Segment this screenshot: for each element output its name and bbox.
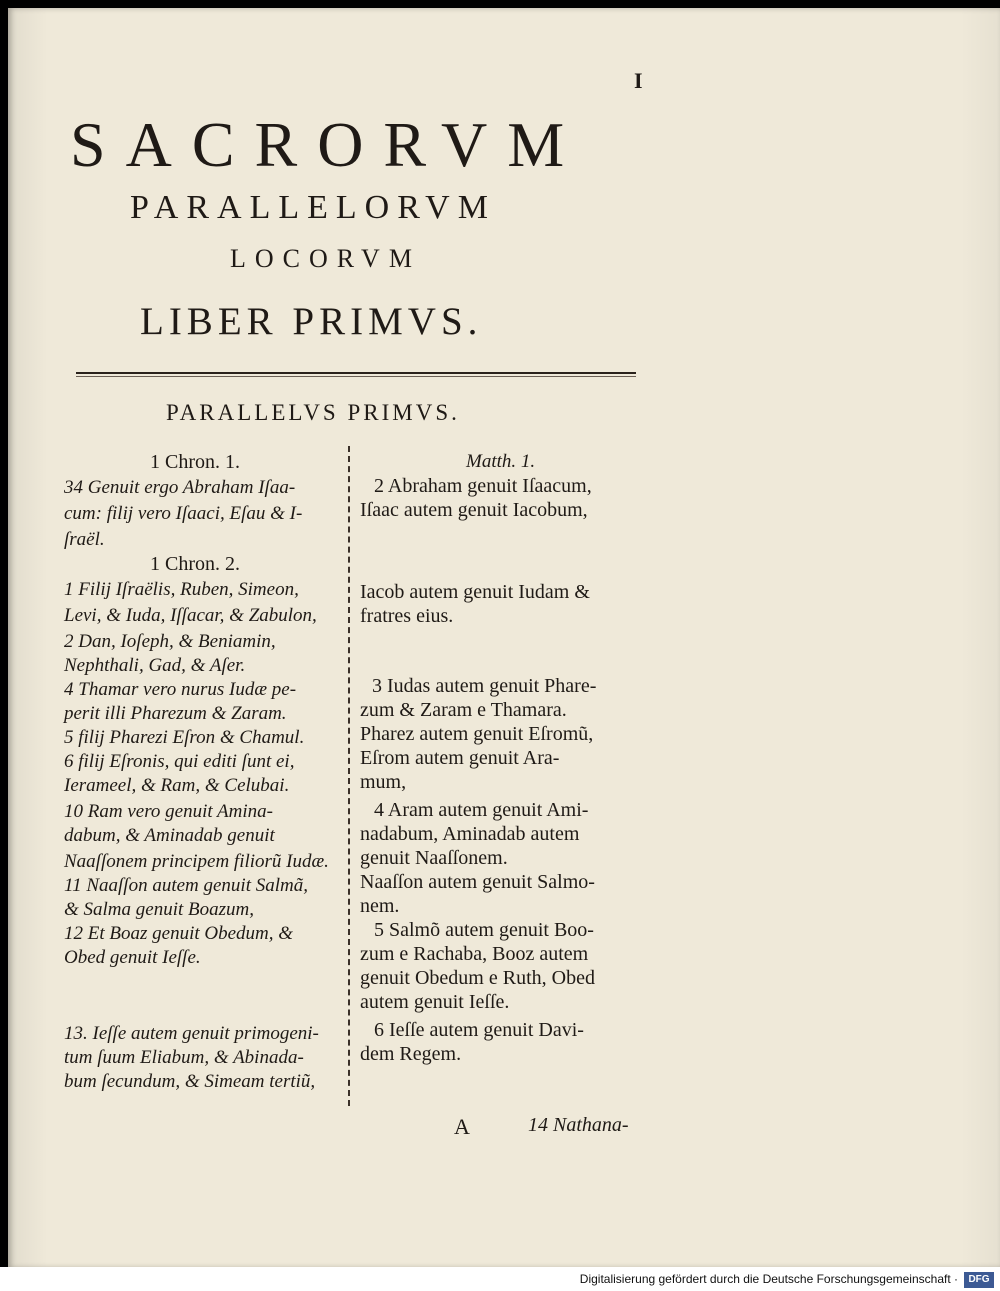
left-line: dabum, & Aminadab genuit [64, 825, 275, 846]
left-line: Naaſſonem principem filiorũ Iudæ. [64, 851, 329, 872]
title-line-4: LIBER PRIMVS. [140, 300, 483, 343]
left-line: 12 Et Boaz genuit Obedum, & [64, 923, 294, 944]
left-line: 5 filij Pharezi Eſron & Chamul. [64, 727, 305, 748]
catchword: 14 Nathana- [528, 1114, 629, 1136]
right-line: Matth. 1. [466, 451, 536, 472]
right-line: mum, [360, 771, 407, 793]
section-heading: PARALLELVS PRIMVS. [166, 400, 460, 425]
left-line: tum ſuum Eliabum, & Abinada- [64, 1047, 304, 1068]
right-line: 4 Aram autem genuit Ami- [374, 799, 589, 821]
left-line: 34 Genuit ergo Abraham Iſaa- [64, 477, 296, 498]
dfg-logo-icon: DFG [964, 1272, 994, 1288]
page-number: I [634, 68, 643, 93]
right-line: zum & Zaram e Thamara. [360, 699, 567, 721]
right-line: dem Regem. [360, 1043, 462, 1065]
right-line: 2 Abraham genuit Iſaacum, [374, 475, 592, 497]
title-line-1: SACRORVM [70, 109, 585, 180]
left-line: cum: filij vero Iſaaci, Eſau & I- [64, 503, 303, 524]
right-line: Iſaac autem genuit Iacobum, [360, 499, 588, 521]
right-line: nadabum, Aminadab autem [360, 823, 580, 845]
left-line: Obed genuit Ieſſe. [64, 947, 201, 968]
left-line: ſraël. [64, 529, 105, 550]
left-line: Levi, & Iuda, Iſſacar, & Zabulon, [64, 605, 317, 626]
right-line: Eſrom autem genuit Ara- [360, 747, 560, 769]
digitization-footer [0, 1267, 1000, 1291]
left-line: 13. Ieſſe autem genuit primogeni- [64, 1023, 319, 1044]
left-line: 2 Dan, Ioſeph, & Beniamin, [64, 631, 276, 652]
left-line: 1 Chron. 2. [150, 553, 240, 575]
left-line: 1 Filij Iſraëlis, Ruben, Simeon, [64, 579, 299, 600]
title-line-3: LOCORVM [230, 244, 421, 273]
right-line: Iacob autem genuit Iudam & [360, 581, 590, 603]
left-line: 4 Thamar vero nurus Iudæ pe- [64, 679, 297, 700]
right-line: 5 Salmõ autem genuit Boo- [374, 919, 594, 941]
right-line: nem. [360, 895, 400, 917]
right-line: Pharez autem genuit Eſromũ, [360, 723, 594, 745]
right-line: zum e Rachaba, Booz autem [360, 943, 589, 965]
left-line: perit illi Pharezum & Zaram. [64, 703, 287, 724]
right-line: genuit Obedum e Ruth, Obed [360, 967, 595, 989]
footer-credit-text: Digitalisierung gefördert durch die Deutsche Forschungsgemeinschaft · [579, 1272, 958, 1286]
left-line: 1 Chron. 1. [150, 451, 240, 473]
left-line: Nephthali, Gad, & Aſer. [64, 655, 246, 676]
book-page [8, 8, 1000, 1268]
right-line: 3 Iudas autem genuit Phare- [372, 675, 597, 697]
left-line: 10 Ram vero genuit Amina- [64, 801, 273, 822]
right-line: Naaſſon autem genuit Salmo- [360, 871, 595, 893]
left-line: & Salma genuit Boazum, [64, 899, 254, 920]
signature-mark: A [454, 1114, 470, 1139]
right-line: autem genuit Ieſſe. [360, 991, 510, 1013]
right-line: 6 Ieſſe autem genuit Davi- [374, 1019, 584, 1041]
right-line: fratres eius. [360, 605, 454, 627]
left-line: Ierameel, & Ram, & Celubai. [64, 775, 290, 796]
left-line: 6 filij Eſronis, qui editi ſunt ei, [64, 751, 295, 772]
title-line-2: PARALLELORVM [130, 189, 496, 226]
ornamental-rule [76, 372, 636, 377]
left-line: bum ſecundum, & Simeam tertiũ, [64, 1071, 316, 1092]
right-line: genuit Naaſſonem. [360, 847, 508, 869]
column-divider [348, 446, 350, 1106]
left-line: 11 Naaſſon autem genuit Salmã, [64, 875, 308, 896]
